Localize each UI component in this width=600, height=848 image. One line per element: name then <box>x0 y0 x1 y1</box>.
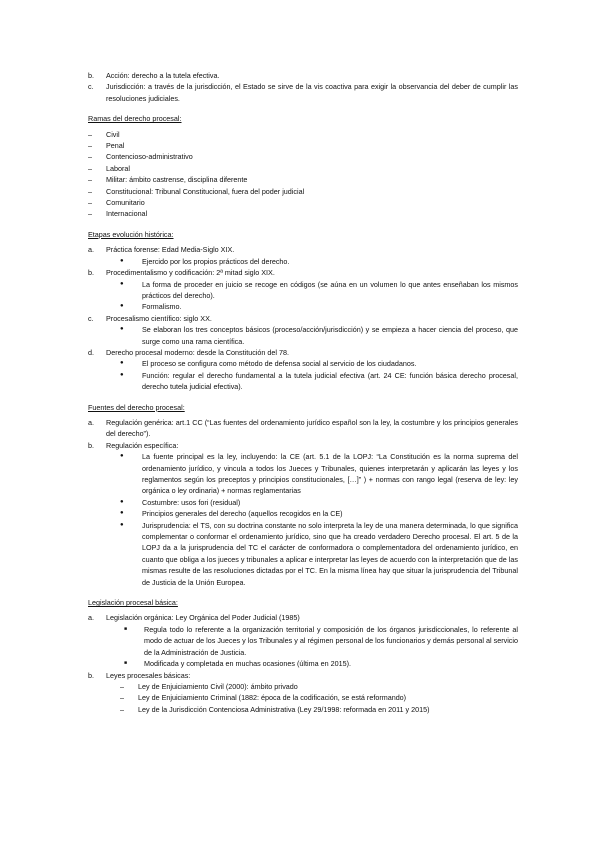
bullet-item: ■ Regula todo lo referente a la organización territorial y composición de los órganos jurisdiccionales, lo referente al modo de actuar de los Jueces y los Tribunales y al régimen personal de los funcionarios y demás personal al servicio de la Administración de Justicia. <box>124 624 518 657</box>
list-item: – Comunitario <box>88 198 145 208</box>
list-item: d. Derecho procesal moderno: desde la Constitución del 78. <box>88 347 289 357</box>
section-heading-ramas: Ramas del derecho procesal: <box>88 114 182 124</box>
list-item: – Internacional <box>88 209 148 219</box>
list-item: – Militar: ámbito castrense, disciplina diferente <box>88 175 248 185</box>
bullet-item: ■ Modificada y completada en muchas ocasiones (última en 2015). <box>124 659 351 669</box>
section-heading-fuentes: Fuentes del derecho procesal: <box>88 402 185 412</box>
bullet-item: ● Ejercido por los propios prácticos del derecho. <box>120 256 290 266</box>
bullet-item: ● La forma de proceder en juicio se recoge en códigos (se aúna en un volumen lo que antes enseñaban los mismos prácticos del derecho). <box>120 279 518 300</box>
list-item: – Laboral <box>88 163 130 173</box>
bullet-item: ● El proceso se configura como método de defensa social al servicio de los ciudadanos. <box>120 359 417 369</box>
list-item: – Contencioso-administrativo <box>88 152 193 162</box>
bullet-item: ● Costumbre: usos fori (residual) <box>120 497 241 507</box>
list-item: a. Regulación genérica: art.1 CC (“Las fuentes del ordenamiento jurídico español son la ley, la costumbre y los principios generales del derecho”). <box>88 417 518 439</box>
bullet-item: – Ley de Enjuiciamiento Civil (2000): ámbito privado <box>120 681 298 691</box>
list-item: c. Procesalismo científico: siglo XX. <box>88 313 212 323</box>
bullet-item: – Ley de la Jurisdicción Contenciosa Administrativa (Ley 29/1998: reformada en 2011 y 2015) <box>120 704 430 714</box>
list-item: b. Procedimentalismo y codificación: 2ª mitad siglo XIX. <box>88 268 275 278</box>
bullet-item: ● Jurisprudencia: el TS, con su doctrina constante no solo interpreta la ley de una manera determinada, lo que significa complementar o conformar el ordenamiento jurídico, sino que ha creado verdadero Derecho procesal. El art. 5 de la LOPJ da a la jurisprudencia del TC el carácter de conformadora o complementadora del ordenamiento jurídico, en cuanto que obliga a los jueces y tribunales a aplicar e interpretar las leyes de acuerdo con la interpretación que de las mismas resulte de las resoluciones dictadas por el TC. En la misma línea hay que situar la jurisprudencia del Tribunal de Justicia de la Unión Europea. <box>120 520 518 587</box>
section-heading-etapas: Etapas evolución histórica: <box>88 229 174 239</box>
bullet-item: ● Formalismo. <box>120 302 182 312</box>
bullet-item: ● Función: regular el derecho fundamental a la tutela judicial efectiva (art. 24 CE: función básica derecho procesal, derecho tutela judicial efectiva). <box>120 370 518 392</box>
list-item: a. Práctica forense: Edad Media-Siglo XIX. <box>88 245 235 255</box>
list-item: – Civil <box>88 129 120 139</box>
section-heading-legislacion: Legislación procesal básica: <box>88 598 178 608</box>
list-item: b. Regulación específica: <box>88 440 179 450</box>
list-item: b. Acción: derecho a la tutela efectiva. <box>88 71 220 80</box>
list-item: – Constitucional: Tribunal Constitucional, fuera del poder judicial <box>88 186 305 196</box>
bullet-item: ● Principios generales del derecho (aquellos recogidos en la CE) <box>120 509 343 519</box>
list-item: b. Leyes procesales básicas: <box>88 670 191 680</box>
bullet-item: ● Se elaboran los tres conceptos básicos (proceso/acción/jurisdicción) y se empieza a hacer ciencia del proceso, que surge como una rama científica. <box>120 325 518 346</box>
bullet-item: ● La fuente principal es la ley, incluyendo: la CE (art. 5.1 de la LOPJ: “La Constitución es la norma suprema del ordenamiento jurídico, y vincula a todos los Jueces y Tribunales, quienes interpretarán y aplicarán las leyes y los reglamentos según los preceptos y principios constitucionales, […]” ) + normas con rango legal (reserva de ley: ley orgánica o ley ordinaria) + normas reglamentarias <box>120 452 518 496</box>
list-item: – Penal <box>88 141 125 151</box>
document-body <box>88 70 518 715</box>
bullet-item: – Ley de Enjuiciamiento Criminal (1882: época de la codificación, se está reformando) <box>120 693 407 703</box>
list-item: a. Legislación orgánica: Ley Orgánica del Poder Judicial (1985) <box>88 613 300 623</box>
list-item: c. Jurisdicción: a través de la jurisdicción, el Estado se sirve de la vis coactiva para exigir la observancia del deber de cumplir las resoluciones judiciales. <box>88 82 518 103</box>
